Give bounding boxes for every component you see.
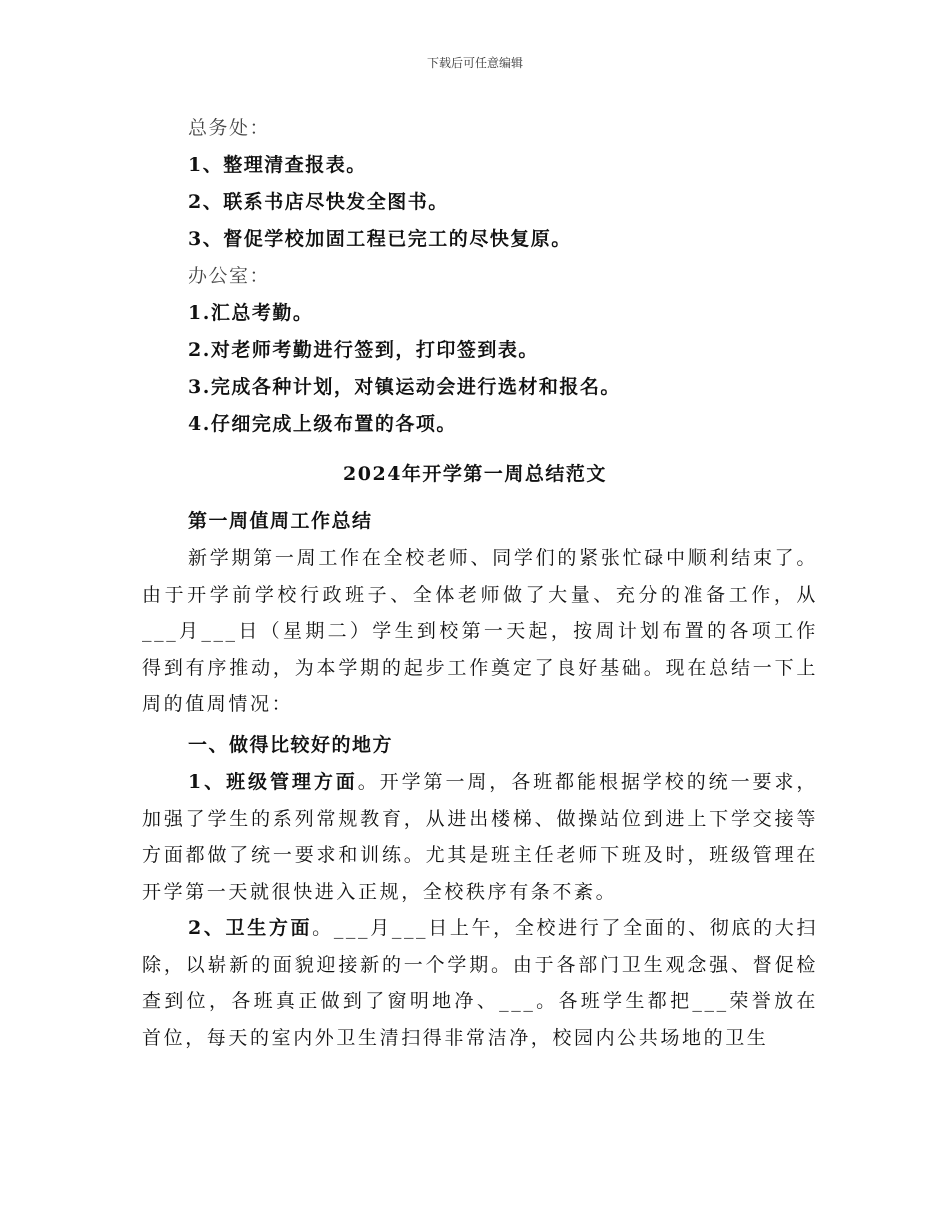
- paragraph-body: 。开学第一周，各班都能根据学校的统一要求，加强了学生的系列常规教育，从进出楼梯、做操站位到进上下学交接等方面都做了统一要求和训练。尤其是班主任老师下班及时，班级管理在开学第一天就很快进入正规，全校秩序有条不紊。: [142, 771, 818, 903]
- section-heading: 一、做得比较好的地方: [188, 734, 394, 756]
- list-item: 3、督促学校加固工程已完工的尽快复原。: [188, 228, 572, 250]
- list-item: 1、整理清查报表。: [188, 154, 367, 176]
- article-subtitle: 第一周值周工作总结: [188, 510, 373, 532]
- class-management-paragraph: [142, 764, 818, 910]
- list-item: 3.完成各种计划，对镇运动会进行选材和报名。: [188, 376, 621, 398]
- paragraph-body: 。___月___日上午，全校进行了全面的、彻底的大扫除，以崭新的面貌迎接新的一个学期。由于各部门卫生观念强、督促检查到位，各班真正做到了窗明地净、___。各班学生都把___荣誉放在首位，每天的室内外卫生清扫得非常洁净，校园内公共场地的卫生: [142, 917, 818, 1049]
- paragraph-lead: 1、班级管理方面: [188, 771, 358, 793]
- article-title: 2024年开学第一周总结范文: [343, 463, 607, 485]
- list-item: 2.对老师考勤进行签到，打印签到表。: [188, 339, 539, 361]
- general-affairs-heading: 总务处：: [188, 117, 271, 139]
- list-item: 4.仔细完成上级布置的各项。: [188, 413, 457, 435]
- hygiene-paragraph: [142, 910, 818, 1056]
- paragraph-lead: 2、卫生方面: [188, 917, 313, 939]
- list-item: 2、联系书店尽快发全图书。: [188, 191, 449, 213]
- page-header-note: 下载后可任意编辑: [426, 56, 523, 70]
- office-heading: 办公室：: [188, 265, 271, 287]
- intro-paragraph: 新学期第一周工作在全校老师、同学们的紧张忙碌中顺利结束了。由于开学前学校行政班子、全体老师做了大量、充分的准备工作，从___月___日（星期二）学生到校第一天起，按周计划布置的各项工作得到有序推动，为本学期的起步工作奠定了良好基础。现在总结一下上周的值周情况：: [142, 547, 818, 715]
- list-item: 1.汇总考勤。: [188, 302, 314, 324]
